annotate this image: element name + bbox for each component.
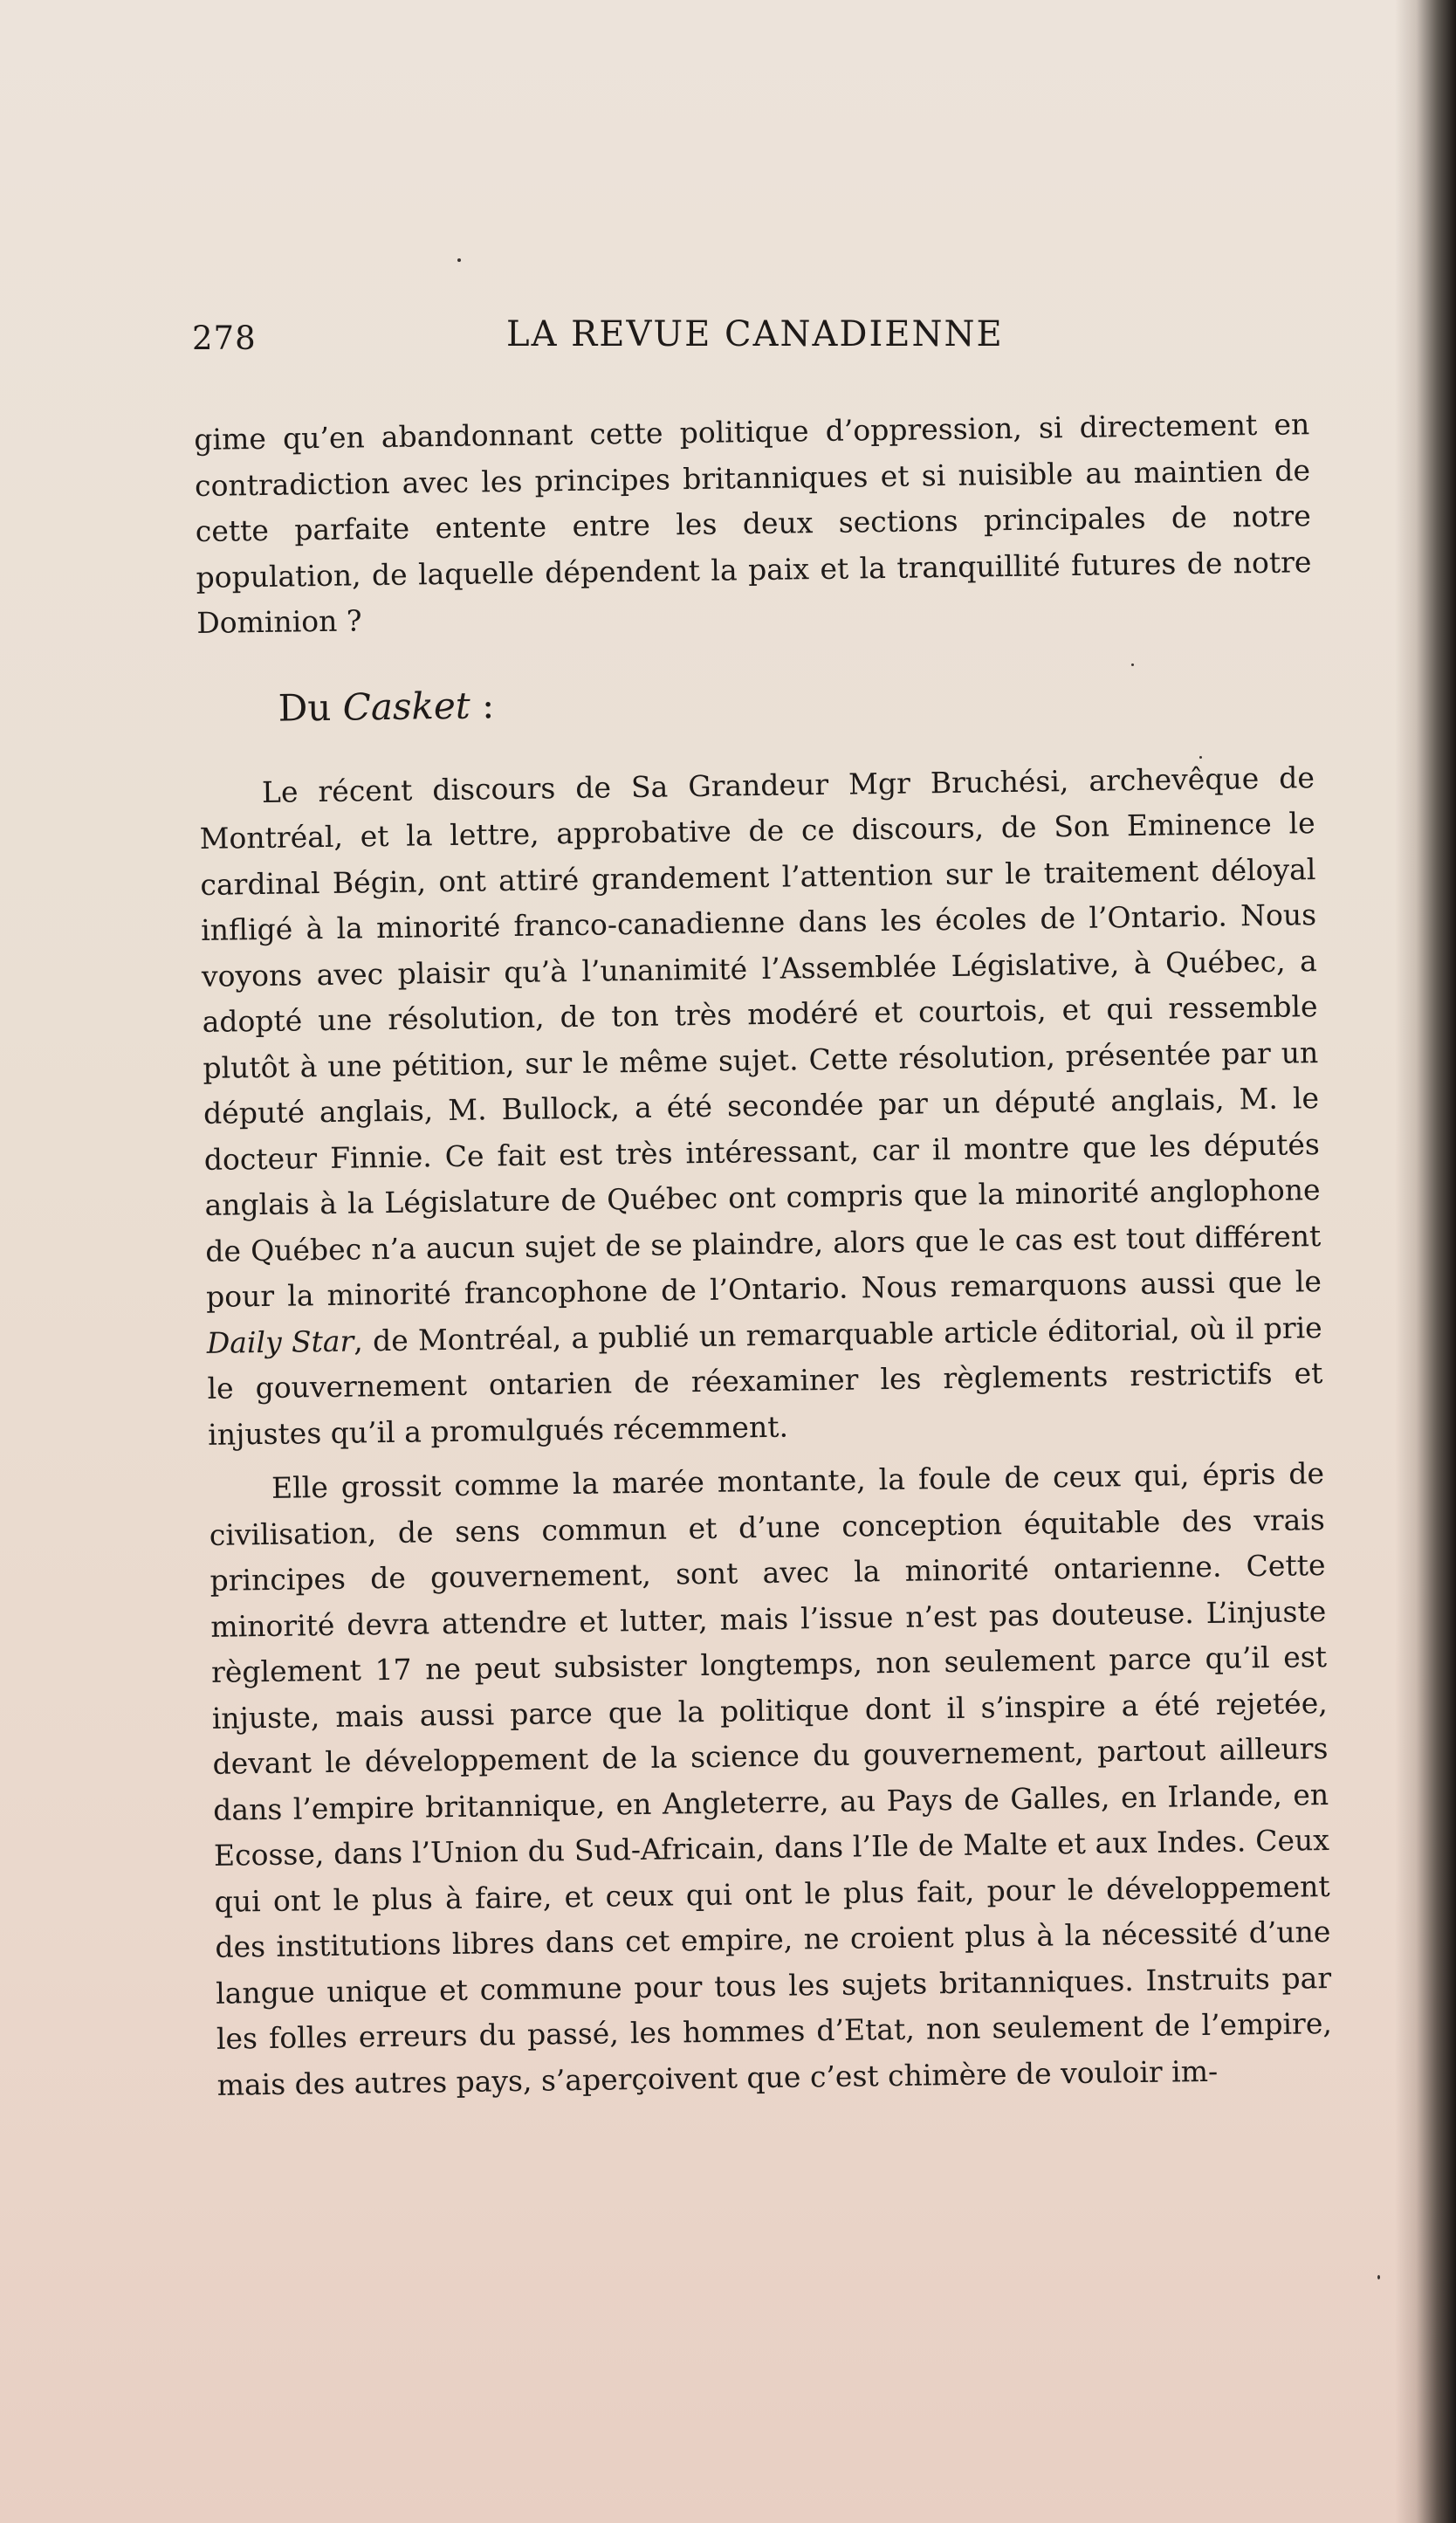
paragraph-text: Le récent discours de Sa Grandeur Mgr Bruchési, archevêque de Montréal, et la lettre, approbative de ce discours, de Son Eminence le cardinal Bégin, ont attiré grandement l’attention sur le traitement déloyal infligé à la minorité franco-canadienne dans les écoles de l’Ontario. Nous voyons avec plaisir qu’à l’unanimité l’Assemblée Législative, à Québec, a adopté une résolution, de ton très modéré et courtois, et qui ressemble plutôt à une pétition, sur le même sujet. Cette résolution, présentée par un député anglais, M. Bullock, a été secondée par un député anglais, M. le docteur Finnie. Ce fait est très intéressant, car il montre que les députés anglais à la Législature de Québec ont compris que la minorité anglophone de Québec n’a aucun sujet de se plaindre, alors que le cas est tout différent pour la minorité francophone de l’Ontario. Nous remarquons aussi que le bbox=[199, 760, 1322, 1314]
newspaper-name: Daily Star bbox=[206, 1323, 354, 1360]
book-spine-shadow bbox=[1395, 0, 1456, 2523]
paragraph-text: , de Montréal, a publié un remarquable article éditorial, où il prie le gouvernement ontarien de réexaminer les règlements restrictifs et injustes qu’il a promulgués récemment. bbox=[207, 1310, 1323, 1452]
page-header bbox=[192, 314, 1301, 367]
section-heading bbox=[278, 668, 1314, 735]
paragraph bbox=[199, 755, 1324, 1458]
speck bbox=[1377, 2275, 1380, 2279]
section-heading-prefix: Du bbox=[278, 685, 344, 730]
section-heading-suffix: : bbox=[470, 683, 495, 727]
paragraph: Elle grossit comme la marée montante, la foule de ceux qui, épris de civilisation, de sens commun et d’une conception équitable des vrais principes de gouvernement, sont avec la minorité ontarienne. Cette minorité devra attendre et lutter, mais l’issue n’est pas douteuse. L’injuste règlement 17 ne peut subsister longtemps, non seulement parce qu’il est injuste, mais aussi parce que la politique dont il s’inspire a été rejetée, devant le développement de la science du gouvernement, partout ailleurs dans l’empire britannique, en Angleterre, au Pays de Galles, en Irlande, en Ecosse, dans l’Union du Sud-Africain, dans l’Ile de Malte et aux Indes. Ceux qui ont le plus à faire, et ceux qui ont le plus fait, pour le développement des institutions libres dans cet empire, ne croient plus à la nécessité d’une langue unique et commune pour tous les sujets britanniques. Instruits par les folles erreurs du passé, les hommes d’Etat, non seulement de l’empire, mais des autres pays, s’aperçoivent que c’est chimère de vouloir im- bbox=[209, 1456, 1333, 2102]
article-body bbox=[194, 402, 1333, 2108]
paragraph-continuation: gime qu’en abandonnant cette politique d’oppression, si directement en contradiction avec les principes britanniques et si nuisible au maintien de cette parfaite entente entre les deux sections principales de notre population, de laquelle dépendent la paix et la tranquillité futures de notre Dominion ? bbox=[194, 407, 1312, 640]
speck bbox=[457, 258, 461, 262]
section-heading-source: Casket bbox=[342, 684, 470, 729]
page-number: 278 bbox=[192, 320, 257, 357]
running-title: LA REVUE CANADIENNE bbox=[506, 314, 1004, 354]
